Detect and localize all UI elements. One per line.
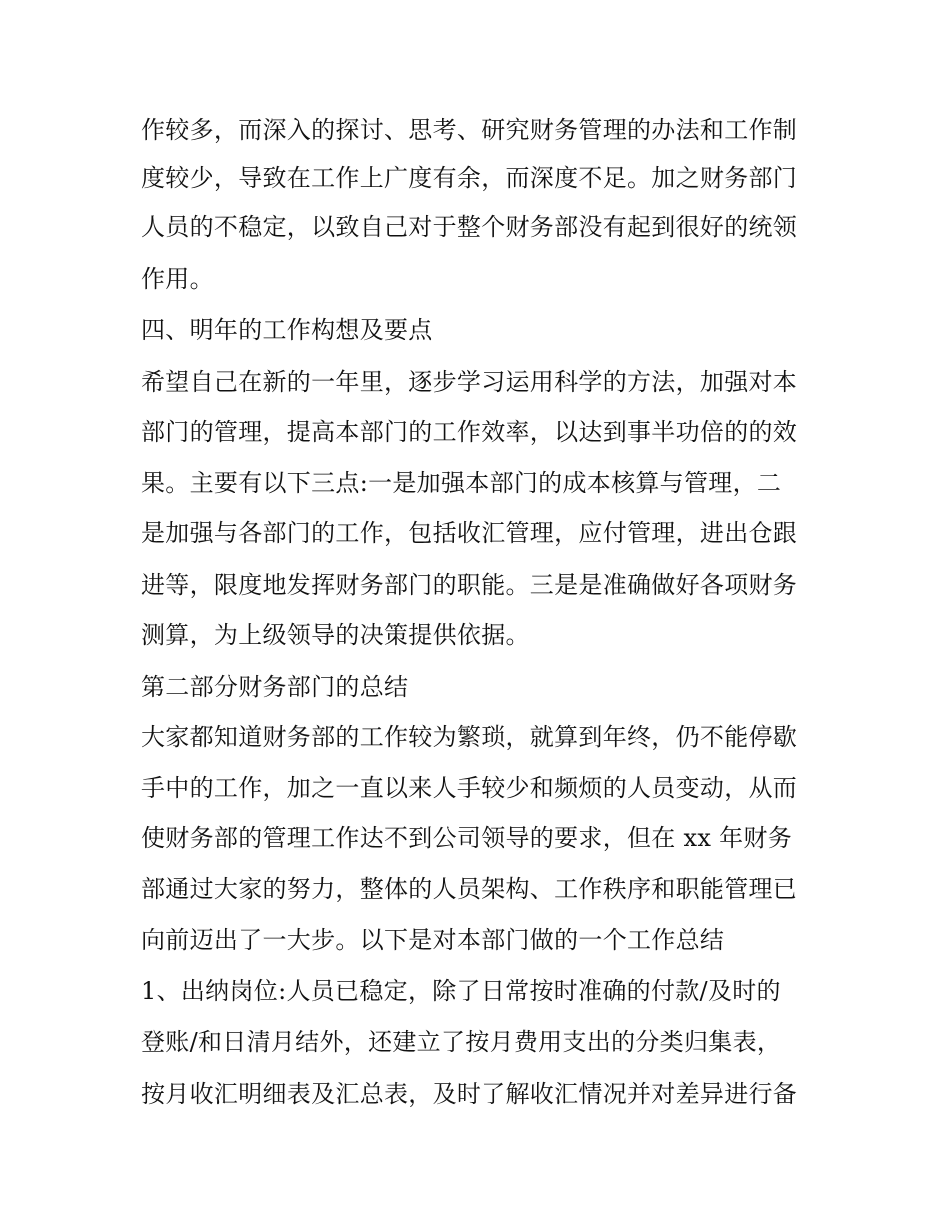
text-line: 使财务部的管理工作达不到公司领导的要求，但在 xx 年财务 bbox=[141, 824, 793, 852]
text-line: 作较多，而深入的探讨、思考、研究财务管理的办法和工作制 bbox=[141, 116, 798, 144]
text-line: 登账/和日清月结外，还建立了按月费用支出的分类归集表， bbox=[141, 1028, 782, 1056]
text-line: 部通过大家的努力，整体的人员架构、工作秩序和职能管理已 bbox=[141, 875, 798, 903]
text-line: 按月收汇明细表及汇总表，及时了解收汇情况并对差异进行备 bbox=[141, 1080, 798, 1108]
text-line: 果。主要有以下三点:一是加强本部门的成本核算与管理，二 bbox=[141, 469, 782, 497]
text-line: 人员的不稳定，以致自己对于整个财务部没有起到很好的统领 bbox=[141, 213, 798, 241]
text-line: 测算，为上级领导的决策提供依据。 bbox=[141, 621, 530, 649]
text-line: 作用。 bbox=[141, 265, 214, 293]
text-line: 度较少，导致在工作上广度有余，而深度不足。加之财务部门 bbox=[141, 164, 798, 192]
text-line: 部门的管理，提高本部门的工作效率，以达到事半功倍的的效 bbox=[141, 418, 798, 446]
list-item: 1、出纳岗位:人员已稳定，除了日常按时准确的付款/及时的 bbox=[141, 977, 781, 1005]
text-line: 进等，限度地发挥财务部门的职能。三是是准确做好各项财务 bbox=[141, 571, 798, 599]
section-heading: 第二部分财务部门的总结 bbox=[141, 673, 409, 701]
text-line: 向前迈出了一大步。以下是对本部门做的一个工作总结 bbox=[141, 926, 725, 954]
text-line: 手中的工作，加之一直以来人手较少和频烦的人员变动，从而 bbox=[141, 774, 798, 802]
text-line: 大家都知道财务部的工作较为繁琐，就算到年终，仍不能停歇 bbox=[141, 723, 798, 751]
section-heading: 四、明年的工作构想及要点 bbox=[141, 316, 433, 344]
text-line: 希望自己在新的一年里，逐步学习运用科学的方法，加强对本 bbox=[141, 368, 798, 396]
text-line: 是加强与各部门的工作，包括收汇管理，应付管理，进出仓跟 bbox=[141, 519, 798, 547]
